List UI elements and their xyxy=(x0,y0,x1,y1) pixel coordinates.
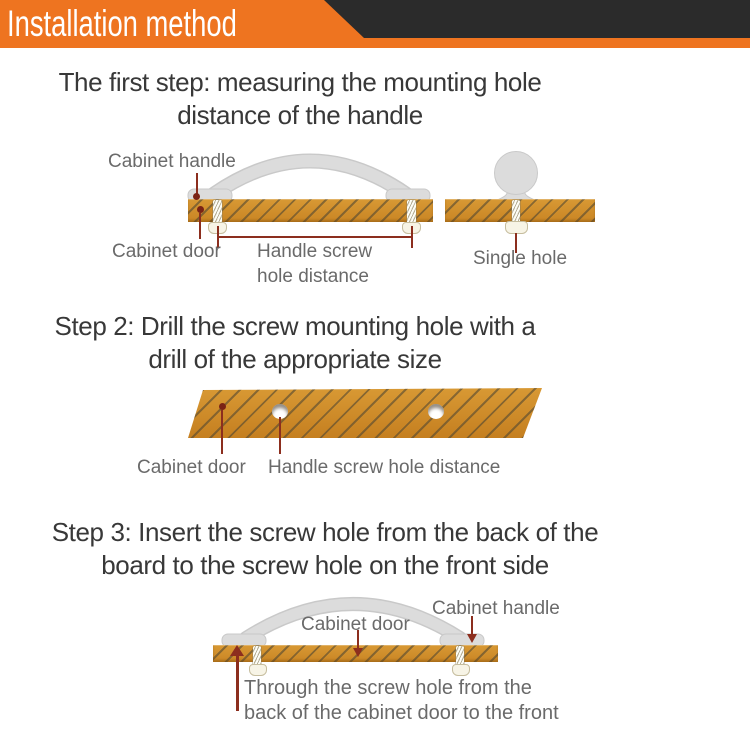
step2-door-dot xyxy=(219,403,226,410)
step3-through-text xyxy=(244,676,559,726)
step3-nut-left xyxy=(249,664,267,676)
cabinet-door-board-right xyxy=(445,199,595,222)
step3-heading-line1: Step 3: Insert the screw hole from the back of the xyxy=(51,517,599,547)
banner-dark-wedge xyxy=(318,0,750,38)
screw-left xyxy=(213,200,222,224)
handle-pointer-dot xyxy=(193,193,200,200)
step3-label-cabinet-handle: Cabinet handle xyxy=(432,598,560,619)
step3-through-line1: Through the screw hole from the xyxy=(244,677,532,699)
step3-through-line2: back of the cabinet door to the front xyxy=(244,702,559,724)
step2-label-cabinet-door: Cabinet door xyxy=(137,457,246,478)
step1-heading xyxy=(25,66,575,132)
header-banner xyxy=(0,0,750,48)
step3-label-cabinet-door: Cabinet door xyxy=(301,614,410,635)
label-screw-distance-line2: hole distance xyxy=(257,266,369,287)
screw-right xyxy=(407,200,416,224)
step1-heading-line2: distance of the handle xyxy=(177,100,423,130)
step2-label-screw-distance: Handle screw hole distance xyxy=(268,457,501,478)
step3-door-arrow-head xyxy=(353,648,363,657)
step2-heading-line2: drill of the appropriate size xyxy=(148,344,442,374)
step3-handle-arrow-head xyxy=(467,634,477,643)
drill-hole-right xyxy=(428,404,444,419)
label-single-hole: Single hole xyxy=(473,248,568,269)
measure-line xyxy=(218,236,412,238)
step1-heading-line1: The first step: measuring the mounting hole xyxy=(58,67,542,97)
step2-heading-line1: Step 2: Drill the screw mounting hole with a xyxy=(54,311,536,341)
door-pointer-line xyxy=(199,213,201,239)
drilled-board xyxy=(188,388,542,438)
step2-door-line xyxy=(221,410,223,454)
knob-screw xyxy=(512,200,520,223)
label-screw-distance xyxy=(257,239,372,289)
door-pointer-dot xyxy=(197,206,204,213)
label-screw-distance-line1: Handle screw xyxy=(257,241,373,262)
page-title: Installation method xyxy=(7,3,237,44)
cabinet-door-board-left xyxy=(188,199,433,222)
knob-head xyxy=(495,152,538,195)
knob-diagram xyxy=(480,148,556,204)
label-cabinet-door: Cabinet door xyxy=(112,241,221,262)
step2-hole-line xyxy=(279,417,281,454)
step3-heading xyxy=(25,516,625,582)
step3-heading-line2: board to the screw hole on the front side xyxy=(101,550,549,580)
step3-up-arrow-line xyxy=(236,655,239,711)
handle-arch xyxy=(214,161,406,194)
step3-nut-right xyxy=(452,664,470,676)
step2-heading xyxy=(20,310,570,376)
handle-pointer-line xyxy=(196,173,198,195)
label-cabinet-handle: Cabinet handle xyxy=(108,151,236,172)
